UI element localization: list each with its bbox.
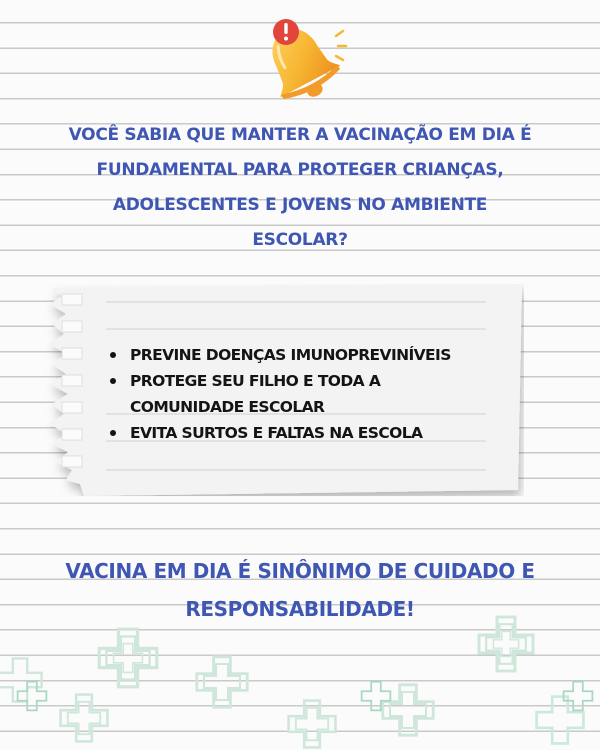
medical-cross-icon	[204, 664, 240, 700]
medical-cross-icon	[362, 682, 391, 711]
medical-cross-icon	[390, 692, 426, 728]
list-item-text: PREVINE DOENÇAS IMUNOPREVINÍVEIS	[130, 346, 451, 364]
list-item-text: COMUNIDADE ESCOLAR	[130, 398, 325, 416]
intro-line: FUNDAMENTAL PARA PROTEGER CRIANÇAS,	[96, 160, 504, 180]
medical-cross-pattern	[0, 600, 600, 750]
closing-line: RESPONSABILIDADE!	[185, 597, 415, 621]
medical-cross-icon	[486, 624, 526, 664]
medical-cross-icon	[537, 697, 584, 744]
list-item	[108, 342, 528, 368]
closing-line: VACINA EM DIA É SINÔNIMO DE CUIDADO E	[65, 559, 535, 583]
intro-line: VOCÊ SABIA QUE MANTER A VACINAÇÃO EM DIA É	[68, 125, 532, 145]
medical-cross-icon	[99, 629, 157, 687]
list-item	[108, 420, 528, 446]
medical-cross-icon	[0, 658, 42, 701]
intro-line: ADOLESCENTES E JOVENS NO AMBIENTE	[112, 195, 488, 215]
intro-line: ESCOLAR?	[252, 230, 348, 250]
list-item	[108, 368, 528, 420]
medical-cross-icon	[68, 702, 100, 734]
bell-alert-icon	[250, 14, 350, 104]
intro-question	[40, 118, 560, 258]
list-item-text: PROTEGE SEU FILHO E TODA A	[130, 372, 381, 390]
list-item-text: EVITA SURTOS E FALTAS NA ESCOLA	[130, 424, 423, 442]
medical-cross-icon	[296, 708, 328, 740]
benefits-list	[108, 342, 528, 446]
